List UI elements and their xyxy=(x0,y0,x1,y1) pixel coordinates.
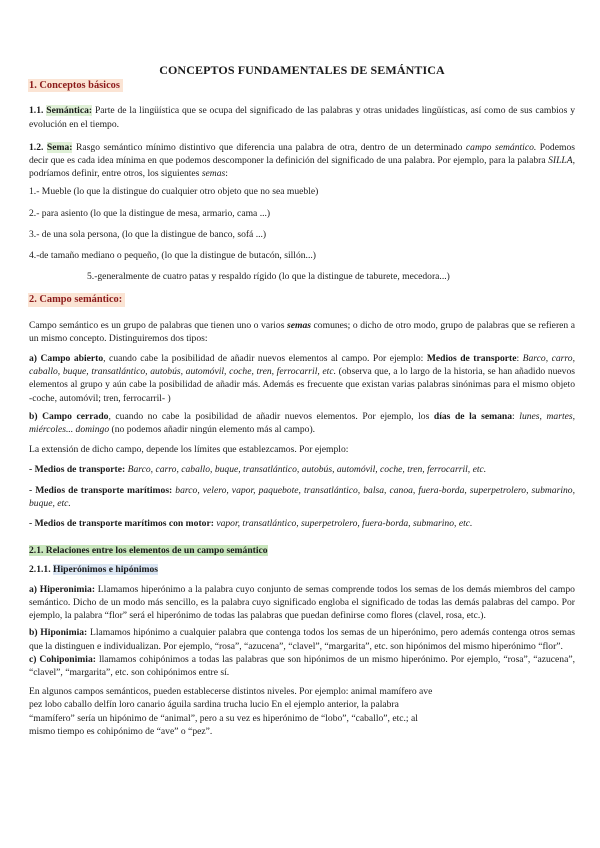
sema-text-2-italic: SILLA, xyxy=(548,155,575,167)
sema-text-2: Podemos decir que es cada idea mínima en que podemos descomponer la definición del significado de una palabra. Por ejemplo, para la palabra xyxy=(29,141,575,167)
section-2-intro xyxy=(29,319,575,345)
campo-abierto-paragraph xyxy=(29,352,575,405)
niveles-line-2: pez lobo caballo delfín loro canario águila sardina trucha lucio En el ejemplo anterior, la palabra xyxy=(29,699,399,711)
campo-cerrado-bold: días de la semana xyxy=(433,410,513,422)
niveles-line-4: mismo tiempo es cohipónimo de “ave” o “pez”. xyxy=(29,725,213,737)
section-2-1-1-number: 2.1.1. xyxy=(29,564,51,576)
semantica-definition: Parte de la lingüística que se ocupa del significado de las palabras y otras unidades lingüísticas, así como de sus cambios y evolución en el tiempo. xyxy=(29,105,575,130)
section-2-1-1-heading: Hiperónimos e hipónimos xyxy=(53,564,159,576)
list-item: 5.-generalmente de cuatro patas y respaldo rígido (lo que la distingue de taburete, mecedora...) xyxy=(87,271,450,283)
hiponimia-label: b) Hiponimia: xyxy=(29,627,88,639)
example-transporte-list: Barco, carro, caballo, buque, transatlántico, autobús, automóvil, coche, tren, ferrocarril, etc. xyxy=(127,464,487,476)
example-maritimos-list: barco, velero, vapor, paquebote, transatlántico, balsa, canoa, fuera-borda, superpetrolero, submarino, buque, etc. xyxy=(29,484,575,509)
section-2-1-heading: 2.1. Relaciones entre los elementos de un campo semántico xyxy=(29,545,268,557)
intro-text-1: Campo semántico es un grupo de palabras que tienen uno o varios xyxy=(29,319,285,331)
section-1-1-paragraph xyxy=(29,104,575,130)
sema-text-3-end: : xyxy=(225,168,228,180)
list-item: 4.-de tamaño mediano o pequeño, (lo que la distingue de butacón, sillón...) xyxy=(29,250,316,262)
campo-cerrado-label: b) Campo cerrado xyxy=(29,410,109,422)
section-1-2-paragraph xyxy=(29,141,575,181)
cohiponimia-paragraph xyxy=(29,653,575,679)
term-sema: Sema: xyxy=(46,141,73,153)
sema-text-3-italic: semas xyxy=(201,168,226,180)
sema-text-1-italic: campo semántico. xyxy=(465,141,537,153)
example-transporte xyxy=(29,463,575,476)
sema-text-1: Rasgo semántico mínimo distintivo que diferencia una palabra de otra, dentro de un determinado xyxy=(76,141,463,153)
section-1-2-number: 1.2. xyxy=(29,141,44,153)
list-item: 3.- de una sola persona, (lo que la distingue de banco, sofá ...) xyxy=(29,228,267,240)
section-1-heading: 1. Conceptos básicos xyxy=(28,79,123,92)
hiperonimia-label: a) Hiperonimia: xyxy=(29,583,96,595)
document-title: CONCEPTOS FUNDAMENTALES DE SEMÁNTICA xyxy=(159,63,445,77)
hiperonimia-paragraph xyxy=(29,583,575,623)
sema-text-3: podríamos definir, entre otros, los siguientes xyxy=(29,168,200,180)
campo-abierto-examples: Barco, carro, caballo, buque, transatlántico, autobús, automóvil, coche, tren, ferrocarril, etc. xyxy=(29,353,575,378)
campo-cerrado-examples: lunes, martes, miércoles... domingo xyxy=(29,410,576,436)
example-maritimos xyxy=(29,484,575,510)
example-motor xyxy=(29,517,575,530)
example-transporte-label: - Medios de transporte: xyxy=(29,464,126,476)
cohiponimia-text: llamamos cohipónimos a todas las palabras que son hipónimos de un mismo hiperónimo. Por ejemplo, “rosa”, “azucena”, “clavel”, “margarita”, etc. son cohipónimos entre sí. xyxy=(29,653,575,678)
hiponimia-paragraph xyxy=(29,626,575,652)
campo-abierto-rest: (observa que, a lo largo de la historia, se han añadido nuevos elementos al grupo y aún cabe la posibilidad de añadir más. Además es frecuente que existan varias palabras sinónimas para el mismo objeto -coche, automóvil; tren, ferrocarril- ) xyxy=(29,366,576,404)
intro-semas: semas xyxy=(287,319,311,331)
intro-text-2: comunes; o dicho de otro modo, grupo de palabras que se refieren a un mismo concepto. Distinguiremos dos tipos: xyxy=(29,319,575,344)
hiponimia-text: Llamamos hipónimo a cualquier palabra que contenga todos los semas de un hiperónimo, pero además contenga otros semas que la distinguen e individualizan. Por ejemplo, “rosa”, “azucena”, “clavel”, “margarita”, etc. son hipónimos del mismo hiperónimo “flor”. xyxy=(29,627,575,652)
niveles-line-3: “mamífero” sería un hipónimo de “animal”, pero a su vez es hiperónimo de “lobo”, “caballo”, etc.; al xyxy=(29,712,418,724)
niveles-line-1: En algunos campos semánticos, pueden establecerse distintos niveles. Por ejemplo: animal mamífero ave xyxy=(29,686,433,698)
hiperonimia-text: Llamamos hiperónimo a la palabra cuyo conjunto de semas comprende todos los semas de los demás miembros del campo semántico. Dicho de un modo más sencillo, es la palabra cuyo significado engloba el significado de todas las demás palabras del campo. Por ejemplo, la palabra “flor” será el hiperónimo de todas las palabras que puedan definirse como flores (clavel, rosa, etc.). xyxy=(29,583,575,622)
example-motor-label: - Medios de transporte marítimos con motor: xyxy=(29,518,214,530)
campo-cerrado-colon: : xyxy=(512,410,515,422)
example-motor-list: vapor, transatlántico, superpetrolero, fuera-borda, submarino, etc. xyxy=(216,518,473,530)
list-item: 2.- para asiento (lo que la distingue de mesa, armario, cama ...) xyxy=(29,207,271,219)
term-semantica: Semántica: xyxy=(46,105,93,117)
campo-abierto-text: , cuando cabe la posibilidad de añadir nuevos elementos al campo. Por ejemplo: xyxy=(103,353,424,365)
campo-abierto-label: a) Campo abierto xyxy=(29,353,104,365)
list-item: 1.- Mueble (lo que la distingue do cualquier otro objeto que no sea mueble) xyxy=(29,186,319,198)
campo-cerrado-rest: (no podemos añadir ningún elemento más al campo). xyxy=(111,424,316,436)
section-2-heading: 2. Campo semántico: xyxy=(28,293,125,306)
document-page xyxy=(29,64,575,738)
campo-cerrado-text: , cuando no cabe la posibilidad de añadir nuevos elementos. Por ejemplo, los xyxy=(108,410,430,422)
cohiponimia-label: c) Cohiponimia: xyxy=(29,653,96,665)
campo-abierto-bold: Medios de transporte xyxy=(426,353,517,365)
section-1-1-number: 1.1. xyxy=(29,105,44,117)
campo-cerrado-paragraph xyxy=(29,410,575,436)
extension-paragraph: La extensión de dicho campo, depende los límites que establezcamos. Por ejemplo: xyxy=(29,444,349,456)
campo-abierto-colon: : xyxy=(516,353,520,365)
example-maritimos-label: - Medios de transporte marítimos: xyxy=(29,484,173,496)
